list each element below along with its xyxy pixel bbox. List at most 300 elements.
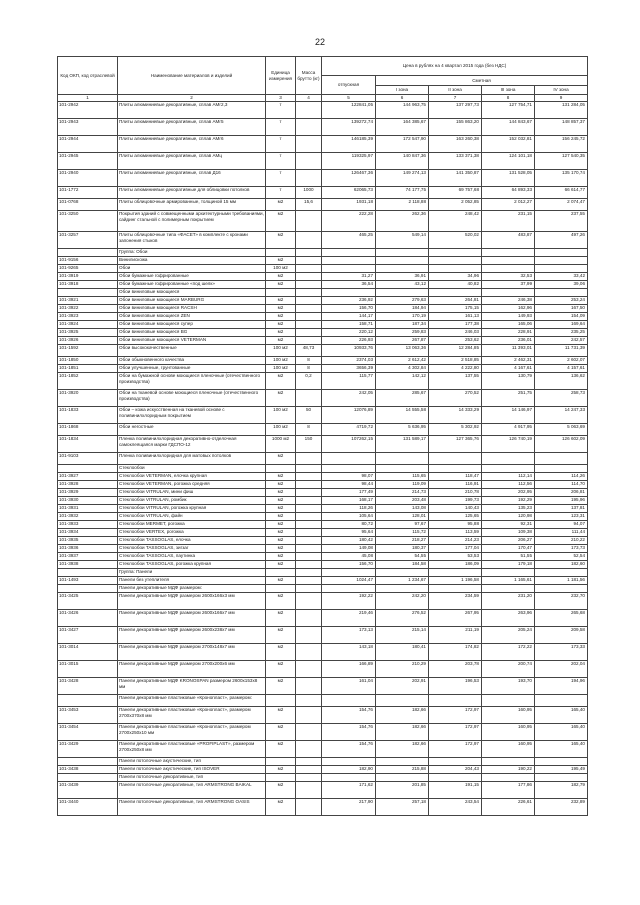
table-row xyxy=(58,695,588,707)
cell-mass xyxy=(296,337,322,345)
cell-price-release: 4719,72 xyxy=(322,424,376,436)
cell-name: Панели декоративные МДФ размером 2600х238х7 мм xyxy=(118,627,266,644)
cell-code: 101-1852 xyxy=(58,373,118,390)
cell-price-release: 161,04 xyxy=(322,678,376,695)
cell-price-zone-1 xyxy=(376,758,429,766)
cell-price-zone-4: 126 602,09 xyxy=(535,436,588,453)
cell-mass xyxy=(296,119,322,136)
cell-name: Обои на бумажной основе моющиеся пленочные (отечественного производства) xyxy=(118,373,266,390)
cell-price-zone-1: 267,87 xyxy=(376,337,429,345)
cell-price-zone-2: 127 365,76 xyxy=(429,436,482,453)
cell-name: Панели декоративные МДФ размером 2700х200х6 мм xyxy=(118,661,266,678)
cell-price-zone-2: 34,96 xyxy=(429,273,482,281)
cell-code: 101-3427 xyxy=(58,627,118,644)
column-index: 9 xyxy=(535,95,588,102)
cell-name: Плиты облицовочные армированные, толщиной 15 мм xyxy=(118,199,266,211)
table-row xyxy=(58,481,588,489)
cell-name: Обои высококачественные xyxy=(118,345,266,357)
cell-price-zone-3: 246,38 xyxy=(482,297,535,305)
table-row xyxy=(58,537,588,545)
cell-price-zone-2: 174,82 xyxy=(429,644,482,661)
cell-price-zone-2: 140,43 xyxy=(429,505,482,513)
column-index: 4 xyxy=(296,95,322,102)
cell-code: 101-2940 xyxy=(58,170,118,187)
cell-price-zone-1: 215,14 xyxy=(376,627,429,644)
cell-price-zone-1: 170,19 xyxy=(376,313,429,321)
cell-unit: м2 xyxy=(266,453,296,465)
cell-price-zone-4: 52,54 xyxy=(535,553,588,561)
cell-price-release: 242,05 xyxy=(322,390,376,407)
cell-unit: м2 xyxy=(266,545,296,553)
header-code: Код ОКП, код отраслевой xyxy=(58,57,118,95)
cell-mass xyxy=(296,289,322,297)
cell-price-zone-1 xyxy=(376,465,429,473)
cell-price-zone-4: 173,33 xyxy=(535,644,588,661)
cell-unit: м2 xyxy=(266,497,296,505)
cell-unit: 100 м2 xyxy=(266,345,296,357)
cell-price-zone-4 xyxy=(535,265,588,273)
table-row xyxy=(58,473,588,481)
cell-unit: т xyxy=(266,136,296,153)
cell-name: Панели декоративные МДФ размером 2700х148х7 мм xyxy=(118,644,266,661)
cell-unit: 100 м2 xyxy=(266,357,296,365)
cell-price-zone-4: 5 063,69 xyxy=(535,424,588,436)
table-row xyxy=(58,453,588,465)
cell-price-zone-1: 131 589,17 xyxy=(376,436,429,453)
cell-price-zone-4 xyxy=(535,569,588,577)
header-zone-4: IV зона xyxy=(535,86,588,95)
cell-price-zone-1: 4 302,84 xyxy=(376,365,429,373)
cell-code xyxy=(58,289,118,297)
cell-code: 101-1851 xyxy=(58,365,118,373)
cell-price-zone-2: 172,97 xyxy=(429,724,482,741)
cell-price-zone-3 xyxy=(482,758,535,766)
cell-mass xyxy=(296,529,322,537)
table-row xyxy=(58,289,588,297)
cell-name: Обои виниловые моющиеся BG xyxy=(118,329,266,337)
table-row xyxy=(58,211,588,232)
cell-mass xyxy=(296,136,322,153)
cell-price-zone-4: 137,81 xyxy=(535,505,588,513)
cell-code: 101-3014 xyxy=(58,644,118,661)
cell-price-zone-3 xyxy=(482,695,535,707)
cell-price-zone-3: 2 012,27 xyxy=(482,199,535,211)
cell-code: 101-3927 xyxy=(58,473,118,481)
cell-mass xyxy=(296,774,322,782)
cell-price-zone-4: 165,40 xyxy=(535,707,588,724)
cell-price-zone-3: 206,27 xyxy=(482,537,535,545)
cell-price-zone-4: 169,64 xyxy=(535,321,588,329)
cell-price-zone-3: 170,47 xyxy=(482,545,535,553)
cell-price-zone-2: 248,42 xyxy=(429,211,482,232)
cell-price-release: 10933,76 xyxy=(322,345,376,357)
cell-unit: м2 xyxy=(266,577,296,585)
cell-code: 101-3439 xyxy=(58,782,118,799)
cell-price-zone-4: 265,68 xyxy=(535,610,588,627)
cell-mass xyxy=(296,281,322,289)
cell-name: Стеклообои VERTEX, рогожка xyxy=(118,529,266,537)
cell-price-zone-3: 4 917,95 xyxy=(482,424,535,436)
cell-price-zone-4: 258,73 xyxy=(535,390,588,407)
cell-name: Плиты облицовочные типа «ФАСЕТ» в комплекте с кронами запонения стыков xyxy=(118,232,266,249)
cell-unit: м2 xyxy=(266,199,296,211)
cell-mass xyxy=(296,505,322,513)
cell-name: Винилискожа xyxy=(118,257,266,265)
cell-name: Обои виниловые моющиеся xyxy=(118,289,266,297)
cell-price-zone-2 xyxy=(429,249,482,257)
cell-code: 101-2943 xyxy=(58,119,118,136)
cell-price-zone-1 xyxy=(376,289,429,297)
cell-code: 101-3920 xyxy=(58,390,118,407)
cell-price-zone-4: 154,09 xyxy=(535,313,588,321)
cell-price-zone-3: 152 032,81 xyxy=(482,136,535,153)
cell-price-zone-1 xyxy=(376,257,429,265)
cell-price-zone-1: 218,27 xyxy=(376,537,429,545)
cell-price-zone-1: 285,67 xyxy=(376,390,429,407)
cell-code: 101-9103 xyxy=(58,453,118,465)
cell-unit: м2 xyxy=(266,724,296,741)
cell-unit: м2 xyxy=(266,553,296,561)
cell-mass: 0,2 xyxy=(296,373,322,390)
cell-price-zone-1: 187,34 xyxy=(376,321,429,329)
table-row xyxy=(58,424,588,436)
cell-price-release: 154,76 xyxy=(322,724,376,741)
cell-price-zone-2: 1 196,58 xyxy=(429,577,482,585)
cell-unit: 1000 м2 xyxy=(266,436,296,453)
cell-price-zone-3: 2 462,31 xyxy=(482,357,535,365)
cell-price-zone-2: 155 863,20 xyxy=(429,119,482,136)
cell-price-release: 31,27 xyxy=(322,273,376,281)
cell-unit: 100 м2 xyxy=(266,407,296,424)
table-row xyxy=(58,305,588,313)
cell-price-zone-3 xyxy=(482,774,535,782)
cell-unit: м2 xyxy=(266,232,296,249)
cell-price-zone-4: 165,40 xyxy=(535,724,588,741)
table-row xyxy=(58,297,588,305)
cell-price-release: 149,08 xyxy=(322,545,376,553)
cell-price-zone-1: 279,63 xyxy=(376,297,429,305)
cell-price-zone-4: 94,07 xyxy=(535,521,588,529)
cell-price-zone-4: 66 614,77 xyxy=(535,187,588,199)
table-row xyxy=(58,102,588,119)
cell-price-release xyxy=(322,289,376,297)
cell-price-zone-2: 53,53 xyxy=(429,553,482,561)
cell-price-zone-3 xyxy=(482,265,535,273)
cell-name: Обои виниловые моющиеся RACSH xyxy=(118,305,266,313)
cell-price-zone-1 xyxy=(376,453,429,465)
cell-name: Панели потолочные декоративные, тип ARMSTRONG OASIS xyxy=(118,799,266,816)
table-row xyxy=(58,529,588,537)
cell-price-zone-1: 182,66 xyxy=(376,724,429,741)
cell-code: 101-3425 xyxy=(58,593,118,610)
cell-code: 101-3454 xyxy=(58,724,118,741)
cell-unit xyxy=(266,465,296,473)
header-name: Наименование материалов и изделий xyxy=(118,57,266,95)
cell-price-zone-4: 127 540,35 xyxy=(535,153,588,170)
cell-name: Панели декоративные МДФ размером 2600х166х3 мм xyxy=(118,593,266,610)
cell-price-release: 2374,03 xyxy=(322,357,376,365)
cell-price-zone-3: 51,55 xyxy=(482,553,535,561)
cell-price-release: 126467,36 xyxy=(322,170,376,187)
table-row xyxy=(58,774,588,782)
cell-name: Плиты алюминиевые декоративные, сплав Д16 xyxy=(118,170,266,187)
cell-price-zone-2 xyxy=(429,465,482,473)
table-row xyxy=(58,187,588,199)
table-row xyxy=(58,232,588,249)
cell-price-release: 236,92 xyxy=(322,297,376,305)
cell-price-zone-2: 116,91 xyxy=(429,481,482,489)
cell-mass xyxy=(296,305,322,313)
cell-unit: м2 xyxy=(266,610,296,627)
cell-code xyxy=(58,774,118,782)
cell-price-release: 177,49 xyxy=(322,489,376,497)
cell-price-zone-2: 2 052,85 xyxy=(429,199,482,211)
cell-price-zone-4: 182,79 xyxy=(535,782,588,799)
cell-price-release: 122841,05 xyxy=(322,102,376,119)
cell-price-zone-3: 228,91 xyxy=(482,329,535,337)
cell-unit: м2 xyxy=(266,297,296,305)
cell-name: Группа: Обои xyxy=(118,249,266,257)
cell-unit: м2 xyxy=(266,481,296,489)
cell-price-zone-2: 113,59 xyxy=(429,529,482,537)
cell-price-zone-3: 131 528,05 xyxy=(482,170,535,187)
cell-name: Стеклообои VITRULAN, ромбик xyxy=(118,497,266,505)
cell-price-zone-4: 156 245,72 xyxy=(535,136,588,153)
cell-price-zone-1: 164 385,67 xyxy=(376,119,429,136)
cell-price-zone-2: 177,04 xyxy=(429,545,482,553)
cell-mass xyxy=(296,537,322,545)
cell-mass xyxy=(296,766,322,774)
cell-price-release: 139272,74 xyxy=(322,119,376,136)
cell-name: Панели декоративные пластиковые «PROFIPLAST», размером 2700х250х8 мм xyxy=(118,741,266,758)
cell-name: Покрытия зданий с совмещенными архитектурными требованиями, сайдинг стальной с полимерным покрытием xyxy=(118,211,266,232)
cell-code: 101-2945 xyxy=(58,153,118,170)
cell-price-zone-2: 4 222,80 xyxy=(429,365,482,373)
cell-price-zone-3: 193,70 xyxy=(482,678,535,695)
cell-price-zone-2 xyxy=(429,289,482,297)
table-row xyxy=(58,337,588,345)
cell-price-zone-4: 33,42 xyxy=(535,273,588,281)
cell-price-zone-1: 259,83 xyxy=(376,329,429,337)
header-release: отпускная xyxy=(322,76,376,95)
cell-unit: м2 xyxy=(266,505,296,513)
cell-code: 101-3453 xyxy=(58,707,118,724)
cell-mass xyxy=(296,661,322,678)
cell-mass xyxy=(296,741,322,758)
column-index-row xyxy=(58,95,588,102)
cell-mass xyxy=(296,799,322,816)
cell-unit: м2 xyxy=(266,373,296,390)
cell-code: 101-3250 xyxy=(58,211,118,232)
cell-unit: м2 xyxy=(266,281,296,289)
cell-price-release: 1024,47 xyxy=(322,577,376,585)
cell-price-zone-4 xyxy=(535,289,588,297)
cell-name: Пленка поливинилхлоридная декоративно-отделочная самоклеящаяся марки ГДСПО-12 xyxy=(118,436,266,453)
cell-code xyxy=(58,695,118,707)
cell-price-zone-2: 264,81 xyxy=(429,297,482,305)
table-row xyxy=(58,799,588,816)
cell-price-zone-2 xyxy=(429,453,482,465)
cell-code: 101-3931 xyxy=(58,505,118,513)
table-row xyxy=(58,170,588,187)
cell-price-zone-4: 39,06 xyxy=(535,281,588,289)
cell-code xyxy=(58,758,118,766)
table-row xyxy=(58,357,588,365)
cell-name: Обои улучшенные, грунтованные xyxy=(118,365,266,373)
cell-price-zone-1 xyxy=(376,774,429,782)
cell-price-zone-3: 144 843,67 xyxy=(482,119,535,136)
cell-price-zone-1: 182,66 xyxy=(376,741,429,758)
cell-price-release: 465,25 xyxy=(322,232,376,249)
cell-unit xyxy=(266,249,296,257)
cell-unit: т xyxy=(266,187,296,199)
cell-price-zone-1: 202,91 xyxy=(376,678,429,695)
table-row xyxy=(58,585,588,593)
cell-price-zone-1: 257,18 xyxy=(376,799,429,816)
cell-price-zone-4: 202,04 xyxy=(535,661,588,678)
cell-price-zone-3 xyxy=(482,465,535,473)
cell-price-release: 182,90 xyxy=(322,766,376,774)
cell-price-zone-3: 162,96 xyxy=(482,305,535,313)
table-header xyxy=(58,57,588,102)
table-row xyxy=(58,678,588,695)
cell-mass xyxy=(296,465,322,473)
table-row xyxy=(58,577,588,585)
cell-unit: м2 xyxy=(266,321,296,329)
cell-price-release: 98,44 xyxy=(322,481,376,489)
cell-unit: 100 м2 xyxy=(266,365,296,373)
cell-price-zone-3: 109,38 xyxy=(482,529,535,537)
cell-price-release: 62065,73 xyxy=(322,187,376,199)
cell-name: Стеклообои VETERMAN, елочка крупная xyxy=(118,473,266,481)
cell-unit: м2 xyxy=(266,799,296,816)
cell-price-zone-3: 135,23 xyxy=(482,505,535,513)
cell-price-zone-1: 14 555,58 xyxy=(376,407,429,424)
table-row xyxy=(58,505,588,513)
cell-price-zone-2: 125,65 xyxy=(429,513,482,521)
cell-price-zone-2: 118,47 xyxy=(429,473,482,481)
cell-price-zone-2: 141 350,87 xyxy=(429,170,482,187)
cell-price-zone-4: 111,44 xyxy=(535,529,588,537)
cell-price-zone-2: 172,97 xyxy=(429,707,482,724)
cell-price-zone-3: 127 754,71 xyxy=(482,102,535,119)
cell-mass xyxy=(296,481,322,489)
cell-price-zone-1 xyxy=(376,265,429,273)
cell-code: 101-3015 xyxy=(58,661,118,678)
cell-price-zone-1 xyxy=(376,569,429,577)
cell-code xyxy=(58,585,118,593)
cell-price-release: 192,22 xyxy=(322,593,376,610)
cell-code: 101-3930 xyxy=(58,497,118,505)
cell-unit: м2 xyxy=(266,257,296,265)
table-row xyxy=(58,741,588,758)
cell-unit xyxy=(266,289,296,297)
cell-code: 101-3926 xyxy=(58,337,118,345)
cell-name: Обои xyxy=(118,265,266,273)
cell-price-release: 95,64 xyxy=(322,529,376,537)
cell-code: 101-1868 xyxy=(58,424,118,436)
cell-price-release: 156,70 xyxy=(322,305,376,313)
cell-name: Стеклообои xyxy=(118,465,266,473)
cell-price-zone-1: 143,08 xyxy=(376,505,429,513)
cell-code: 101-1772 xyxy=(58,187,118,199)
column-index: 3 xyxy=(266,95,296,102)
cell-price-zone-1 xyxy=(376,585,429,593)
cell-price-zone-4: 182,60 xyxy=(535,561,588,569)
cell-unit: 100 м2 xyxy=(266,424,296,436)
cell-price-zone-3: 236,01 xyxy=(482,337,535,345)
cell-name: Обои обыкновенного качества xyxy=(118,357,266,365)
cell-name: Стеклообои TASSOGLAS, паутинка xyxy=(118,553,266,561)
cell-price-release: 107262,15 xyxy=(322,436,376,453)
cell-name: Стеклообои VITRULAN, рогожка крупная xyxy=(118,505,266,513)
cell-unit: м2 xyxy=(266,337,296,345)
table-row xyxy=(58,373,588,390)
cell-name: Панели потолочные акустические, тип ISOVER xyxy=(118,766,266,774)
cell-price-zone-1: 119,09 xyxy=(376,481,429,489)
cell-price-release: 217,90 xyxy=(322,799,376,816)
cell-mass xyxy=(296,297,322,305)
cell-name: Обои – кожа искусственная на тканевой основе с поливинилхлоридным покрытием xyxy=(118,407,266,424)
cell-price-zone-1: 2 118,88 xyxy=(376,199,429,211)
cell-price-zone-3: 64 893,33 xyxy=(482,187,535,199)
table-row xyxy=(58,707,588,724)
cell-price-zone-4: 1 181,56 xyxy=(535,577,588,585)
header-zone-3: III зона xyxy=(482,86,535,95)
cell-price-zone-3: 231,15 xyxy=(482,211,535,232)
cell-unit xyxy=(266,695,296,707)
cell-code: 101-3928 xyxy=(58,481,118,489)
price-table xyxy=(57,56,588,816)
cell-mass xyxy=(296,329,322,337)
cell-unit: м2 xyxy=(266,782,296,799)
table-row xyxy=(58,345,588,357)
cell-price-zone-3: 130,79 xyxy=(482,373,535,390)
table-row xyxy=(58,249,588,257)
cell-price-zone-2: 204,43 xyxy=(429,766,482,774)
cell-price-zone-4: 237,55 xyxy=(535,211,588,232)
cell-code: 101-3936 xyxy=(58,545,118,553)
table-row xyxy=(58,119,588,136)
cell-price-zone-3: 177,86 xyxy=(482,782,535,799)
table-row xyxy=(58,545,588,553)
table-row xyxy=(58,661,588,678)
cell-code: 101-1493 xyxy=(58,577,118,585)
cell-price-zone-2: 175,15 xyxy=(429,305,482,313)
cell-mass xyxy=(296,473,322,481)
cell-price-zone-3: 205,24 xyxy=(482,627,535,644)
cell-price-zone-4 xyxy=(535,249,588,257)
table-row xyxy=(58,265,588,273)
cell-price-release: 80,72 xyxy=(322,521,376,529)
cell-price-zone-1: 184,94 xyxy=(376,305,429,313)
cell-price-zone-4: 114,70 xyxy=(535,481,588,489)
table-row xyxy=(58,465,588,473)
cell-price-zone-3: 126 740,19 xyxy=(482,436,535,453)
cell-price-zone-2: 172,97 xyxy=(429,741,482,758)
cell-price-release: 98,07 xyxy=(322,473,376,481)
cell-price-release xyxy=(322,758,376,766)
cell-price-zone-3: 1 165,61 xyxy=(482,577,535,585)
cell-code: 101-3934 xyxy=(58,529,118,537)
cell-price-zone-2 xyxy=(429,569,482,577)
cell-code: 101-3922 xyxy=(58,305,118,313)
cell-mass xyxy=(296,390,322,407)
cell-price-zone-3 xyxy=(482,257,535,265)
cell-price-zone-1: 180,37 xyxy=(376,545,429,553)
cell-name: Стеклообои VITRULAN, мини фиш xyxy=(118,489,266,497)
cell-code: 101-1850 xyxy=(58,357,118,365)
